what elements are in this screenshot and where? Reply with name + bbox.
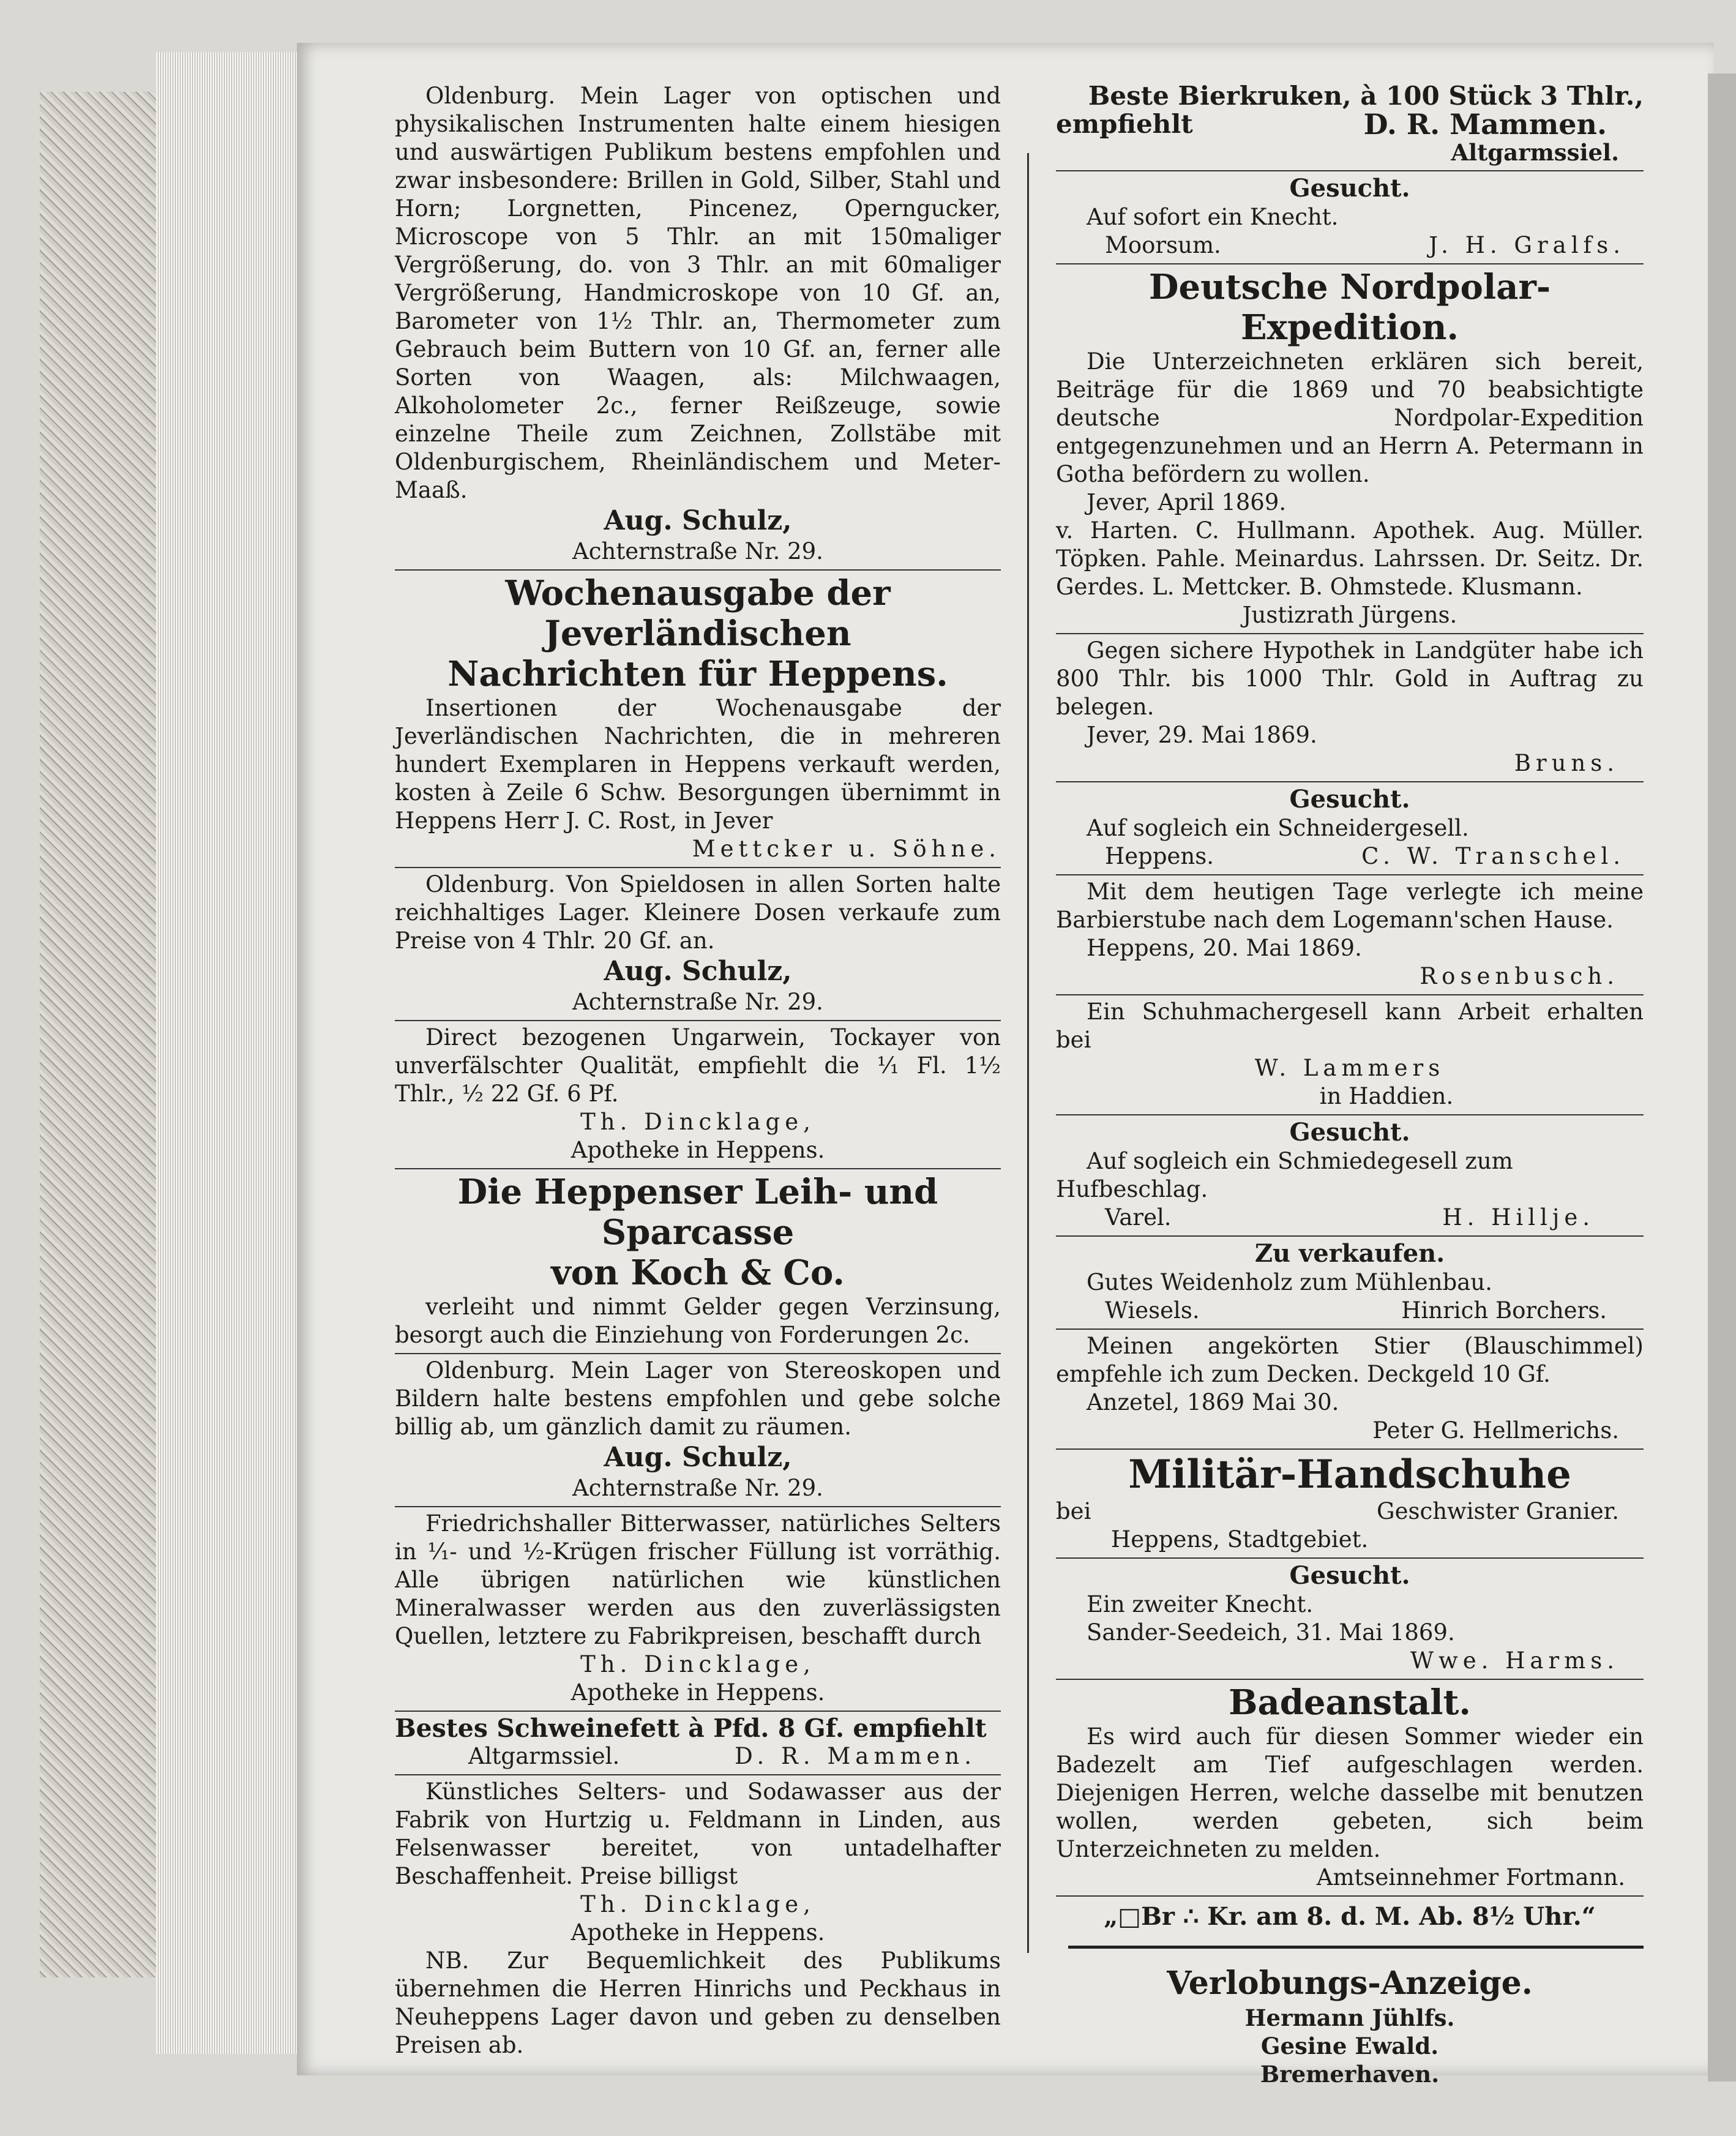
ad-schweinefett (395, 1712, 1001, 1775)
left-column (395, 80, 1001, 2063)
ad-verlobung (1056, 1961, 1644, 2092)
ad-head: Zu verkaufen. (1254, 1239, 1445, 1268)
section-rule (1068, 1946, 1644, 1949)
ad-bei: bei (1056, 1498, 1091, 1524)
ad-hypothek (1056, 634, 1644, 782)
ad-place: Heppens. (1105, 843, 1214, 869)
ad-text: Insertionen der Wochenausgabe der Jeverländischen Nachrichten, die in mehreren hundert Exemplaren in Heppens verkauft werden, kosten à Zeile 6 Schw. Besorgungen übernimmt in Heppens Herr J. C. Rost, in Jever (395, 695, 1001, 834)
ad-name: C. W. Transchel. (1361, 843, 1625, 869)
ad-names: v. Harten. C. Hullmann. Apothek. Aug. Müller. Töpken. Pahle. Meinardus. Lahrssen. Dr. Seitz. Dr. Gerdes. L. Mettcker. B. Ohmstede. Klusmann. (1056, 517, 1644, 600)
ad-text: Auf sogleich ein Schneidergesell. (1087, 815, 1469, 841)
ad-title: Die Heppenser Leih- und Sparcasse (457, 1172, 938, 1253)
ad-name: Th. Dincklage, (580, 1651, 815, 1677)
ad-name: H. Hillje. (1442, 1204, 1595, 1231)
ad-name: Th. Dincklage, (580, 1109, 815, 1135)
ad-stereoskopen (395, 1354, 1001, 1507)
ad-head: Gesucht. (1289, 174, 1410, 203)
right-column (1056, 80, 1644, 2092)
ad-note: NB. Zur Bequemlichkeit des Publikums übernehmen die Herren Hinrichs und Peckhaus in Neuheppens Lager davon und geben zu denselben Preisen ab. (395, 1947, 1001, 2058)
ad-text: Auf sogleich ein Schmiedegesell zum Hufbeschlag. (1056, 1148, 1513, 1202)
ad-text: Oldenburg. Mein Lager von Stereoskopen und Bildern halte bestens empfohlen und gebe solche billig ab, um gänzlich damit zu räumen. (395, 1357, 1001, 1440)
ad-name: W. Lammers (1254, 1055, 1445, 1081)
ad-title: Badeanstalt. (1229, 1682, 1471, 1723)
ad-text: „□Br ∴ Kr. am 8. d. M. Ab. 8½ Uhr.“ (1104, 1902, 1596, 1931)
ad-address: Apotheke in Heppens. (571, 1919, 825, 1946)
ad-name: Bruns. (1514, 750, 1619, 776)
ad-text: Oldenburg. Von Spieldosen in allen Sorten halte reichhaltiges Lager. Kleinere Dosen verkaufe zum Preise von 4 Thlr. 20 Gf. an. (395, 871, 1001, 954)
ad-nordpolar (1056, 264, 1644, 634)
ad-name: Amtseinnehmer Fortmann. (1316, 1864, 1625, 1891)
ad-name: Aug. Schulz, (604, 956, 792, 987)
ad-place: Wiesels. (1105, 1297, 1200, 1324)
ad-name: Th. Dincklage, (580, 1891, 815, 1917)
ad-text: Die Unterzeichneten erklären sich bereit, Beiträge für die 1869 und 70 beabsichtigte deutsche Nordpolar-Expedition entgegenzunehmen und an Herrn A. Petermann in Gotha befördern zu wollen. (1056, 348, 1644, 487)
ad-name: Geschwister Granier. (1377, 1498, 1619, 1524)
ad-text: Auf sofort ein Knecht. (1087, 204, 1339, 230)
ad-place: Altgarmssiel. (1451, 139, 1619, 166)
ad-last-name: Justizrath Jürgens. (1242, 602, 1457, 628)
ad-name: Hinrich Borchers. (1401, 1297, 1607, 1324)
ad-stier (1056, 1330, 1644, 1450)
ad-name: Aug. Schulz, (604, 505, 792, 536)
ad-address: Achternstraße Nr. 29. (572, 1475, 823, 1501)
ad-text: Gutes Weidenholz zum Mühlenbau. (1087, 1269, 1492, 1295)
ad-title-2: von Koch & Co. (551, 1253, 845, 1293)
ad-militaer-handschuhe (1056, 1450, 1644, 1559)
ad-title: Wochenausgabe der Jeverländischen (505, 573, 891, 654)
ad-head: Gesucht. (1289, 785, 1410, 814)
ad-place: in Haddien. (1319, 1083, 1454, 1109)
ad-date: Anzetel, 1869 Mai 30. (1087, 1389, 1339, 1415)
ad-name: D. R. Mammen. (1363, 108, 1607, 141)
ad-city: Bremerhaven. (1260, 2061, 1440, 2088)
ad-place: Altgarmssiel. (468, 1743, 620, 1769)
ad-gesucht-zweiter-knecht (1056, 1559, 1644, 1680)
ad-place: Moorsum. (1105, 232, 1221, 258)
ad-selters (395, 1775, 1001, 2063)
ad-address: Apotheke in Heppens. (571, 1679, 825, 1706)
ad-bitterwasser (395, 1507, 1001, 1712)
ad-loge-notice (1056, 1897, 1644, 1935)
ad-text: Direct bezogenen Ungarwein, Tockayer von unverfälschter Qualität, empfiehlt die ⅟₁ Fl. 1½ Thlr., ½ 22 Gf. 6 Pf. (395, 1024, 1001, 1107)
ad-spieldosen (395, 868, 1001, 1021)
ad-name: Rosenbusch. (1420, 963, 1619, 989)
ad-text: Es wird auch für diesen Sommer wieder ein Badezelt am Tief aufgeschlagen werden. Diejenigen Herren, welche dasselbe mit benutzen wollen, werden gebeten, sich beim Unterzeichneten zu melden. (1056, 1723, 1644, 1862)
ad-text: Ein zweiter Knecht. (1087, 1591, 1314, 1617)
ad-barbierstube (1056, 875, 1644, 995)
ad-sparcasse (395, 1169, 1001, 1354)
ad-badeanstalt (1056, 1680, 1644, 1897)
ad-head: Gesucht. (1289, 1118, 1410, 1147)
ad-date: Jever, 29. Mai 1869. (1087, 722, 1317, 748)
page-edges (156, 52, 297, 2054)
ad-wochenausgabe (395, 571, 1001, 868)
ad-bride: Gesine Ewald. (1260, 2033, 1439, 2059)
ad-bierkruken (1056, 80, 1644, 171)
ad-place: Varel. (1105, 1204, 1172, 1231)
ad-name: Aug. Schulz, (604, 1442, 792, 1473)
ad-gesucht-knecht (1056, 171, 1644, 264)
ad-groom: Hermann Jühlfs. (1244, 2004, 1455, 2031)
ad-ungarwein (395, 1021, 1001, 1169)
ad-text: Künstliches Selters- und Sodawasser aus der Fabrik von Hurtzig u. Feldmann in Linden, aus Felsenwasser bereitet, von untadelhafter Beschaffenheit. Preise billigst (395, 1778, 1001, 1889)
ad-address: Achternstraße Nr. 29. (572, 538, 823, 564)
ad-place: Heppens, Stadtgebiet. (1111, 1526, 1369, 1553)
ad-gesucht-schmied (1056, 1115, 1644, 1237)
ad-title: Bestes Schweinefett à Pfd. 8 Gf. empfiehlt (395, 1714, 987, 1743)
ad-text: Oldenburg. Mein Lager von optischen und physikalischen Instrumenten halte einem hiesigen und auswärtigen Publikum bestens empfohlen und zwar insbesondere: Brillen in Gold, Silber, Stahl und Horn; Lorgnetten, Pincenez, Operngucker, Microscope von 5 Thlr. an mit 150maliger Vergrößerung, do. von 3 Thlr. an mit 60maliger Vergrößerung, Handmicroskope von 10 Gf. an, Barometer von 1½ Thlr. an, Thermometer zum Gebrauch beim Buttern von 10 Gf. an, ferner alle Sorten von Waagen, als: Milchwaagen, Alkoholometer 2c., ferner Reißzeuge, sowie einzelne Theile zum Zeichnen, Zollstäbe mit Oldenburgischem, Rheinländischem und Meter-Maaß. (395, 83, 1001, 503)
ad-text: Friedrichshaller Bitterwasser, natürliches Selters in ⅟₁- und ½-Krügen frischer Füllung ist vorräthig. Alle übrigen natürlichen wie künstlichen Mineralwasser werden aus den zuverlässigsten Quellen, letztere zu Fabrikpreisen, beschafft durch (395, 1510, 1001, 1649)
ad-title: Militär-Handschuhe (1128, 1452, 1571, 1497)
ad-name: Wwe. Harms. (1410, 1647, 1619, 1674)
ad-empfiehlt: empfiehlt (1056, 109, 1193, 139)
ad-text: Ein Schuhmachergesell kann Arbeit erhalten bei (1056, 999, 1644, 1053)
book-cover-edge (40, 92, 158, 1977)
ad-signature: Mettcker u. Söhne. (692, 836, 1001, 862)
ad-name: J. H. Gralfs. (1429, 232, 1625, 258)
ad-address: Achternstraße Nr. 29. (572, 989, 823, 1015)
ad-gesucht-schneider (1056, 782, 1644, 875)
ad-date: Jever, April 1869. (1087, 489, 1287, 515)
ad-date: Sander-Seedeich, 31. Mai 1869. (1087, 1619, 1455, 1646)
ad-optical-instruments (395, 80, 1001, 571)
ad-head: Gesucht. (1289, 1561, 1410, 1590)
facing-page-edge (1708, 73, 1736, 2082)
ad-date: Heppens, 20. Mai 1869. (1087, 935, 1362, 961)
ad-address: Apotheke in Heppens. (571, 1137, 825, 1163)
ad-title: Verlobungs-Anzeige. (1167, 1965, 1533, 2002)
ad-text: Mit dem heutigen Tage verlegte ich meine Barbierstube nach dem Logemann'schen Hause. (1056, 879, 1644, 933)
ad-title: Beste Bierkruken, à 100 Stück 3 Thlr., (1088, 81, 1644, 111)
ad-name: D. R. Mammen. (735, 1743, 976, 1769)
ad-text: Gegen sichere Hypothek in Landgüter habe ich 800 Thlr. bis 1000 Thlr. Gold in Auftrag zu belegen. (1056, 637, 1644, 720)
ad-text: Meinen angekörten Stier (Blauschimmel) empfehle ich zum Decken. Deckgeld 10 Gf. (1056, 1333, 1644, 1387)
column-divider (1027, 153, 1029, 1953)
ad-zu-verkaufen (1056, 1237, 1644, 1330)
ad-name: Peter G. Hellmerichs. (1372, 1417, 1619, 1444)
ad-title: Deutsche Nordpolar-Expedition. (1148, 267, 1551, 348)
ad-schuhmacher (1056, 995, 1644, 1115)
ad-text: verleiht und nimmt Gelder gegen Verzinsung, besorgt auch die Einziehung von Forderungen 2c. (395, 1294, 1001, 1348)
ad-title-2: Nachrichten für Heppens. (447, 654, 948, 694)
